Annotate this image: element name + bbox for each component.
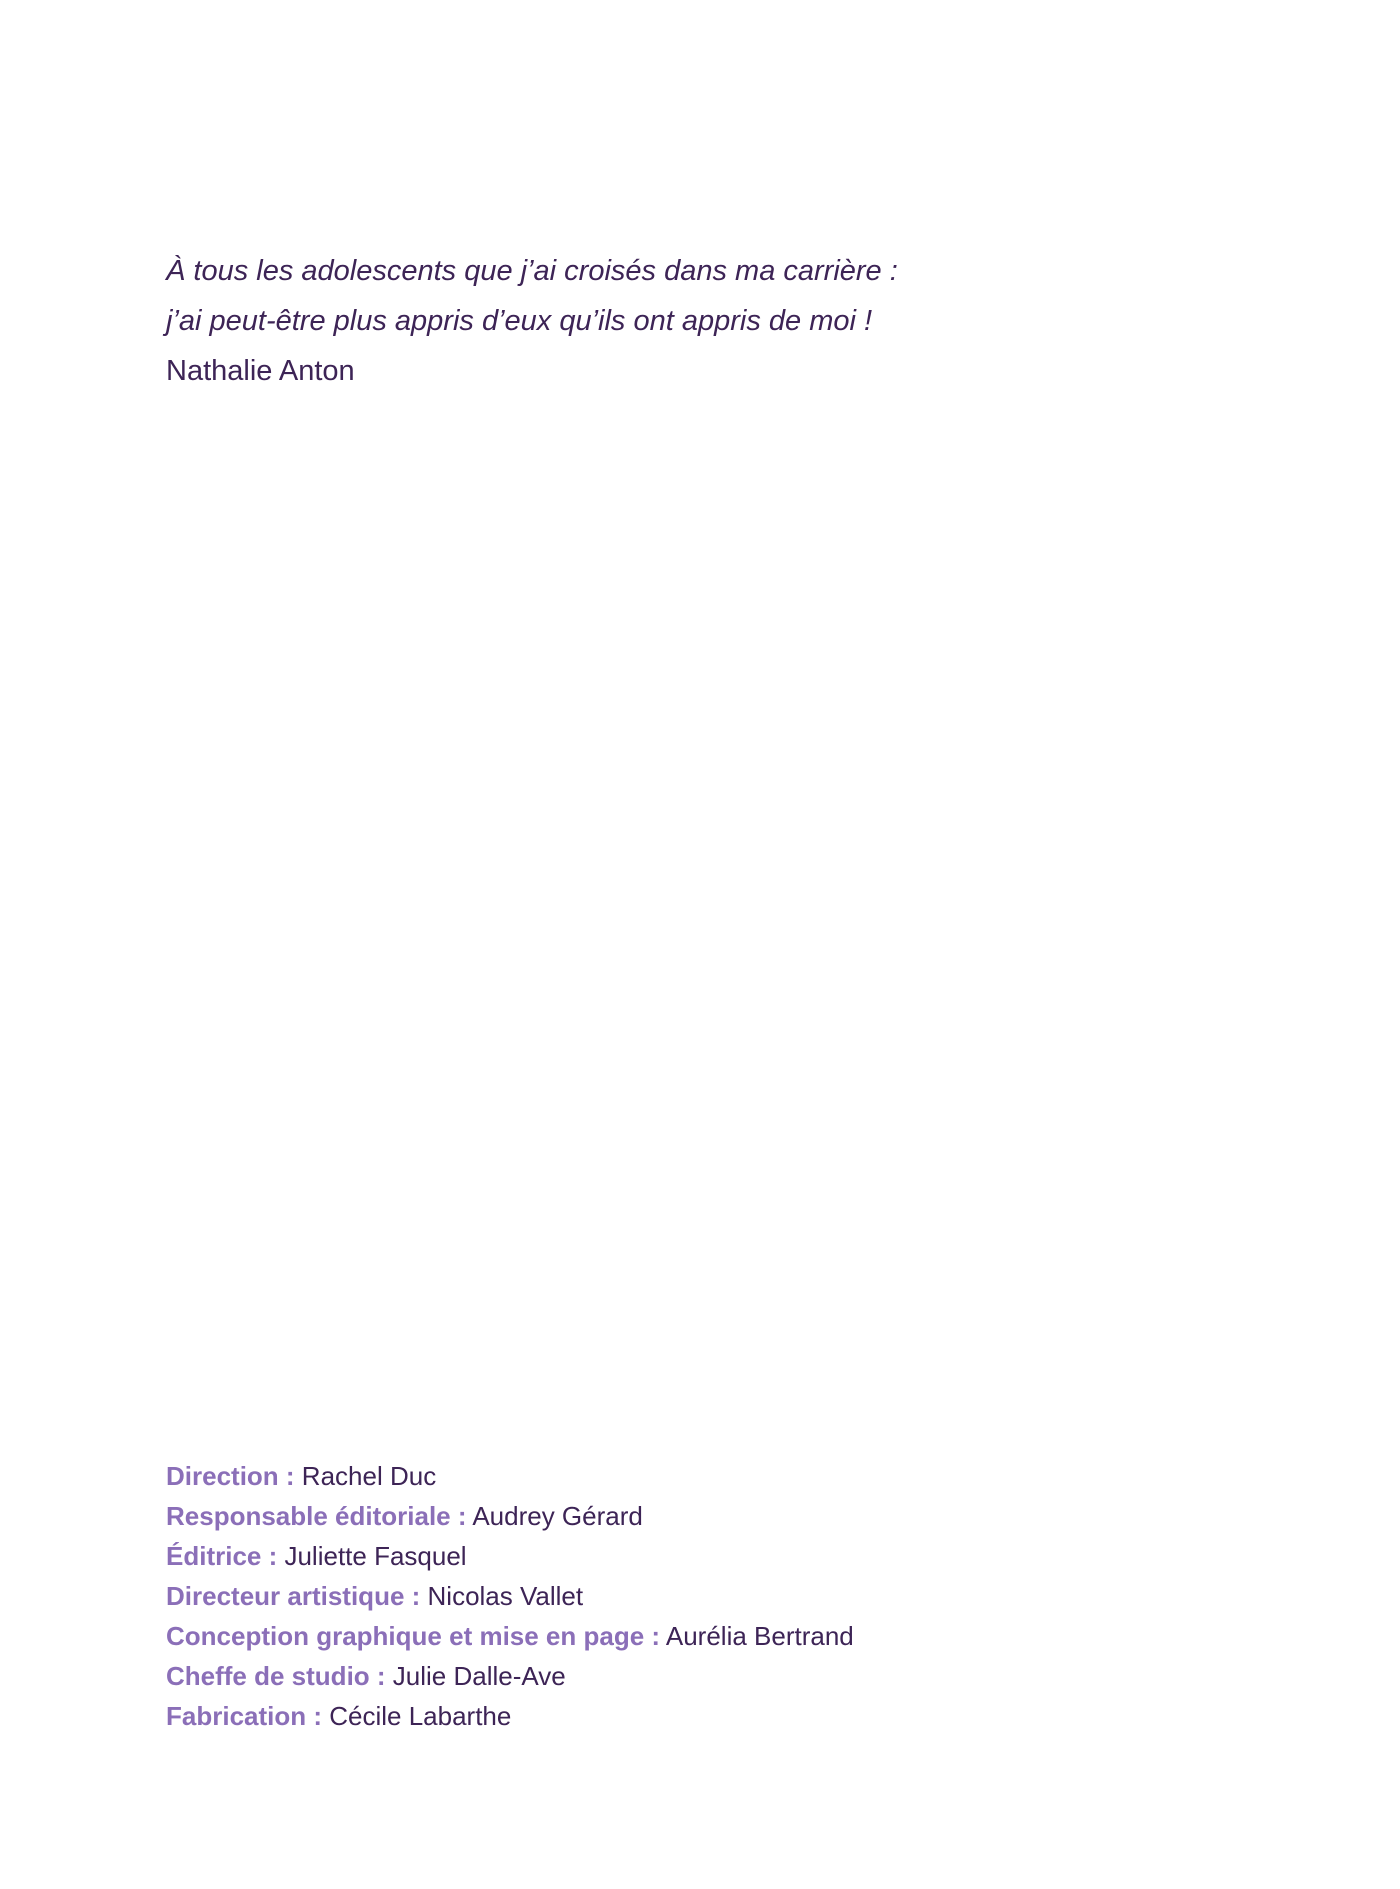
credit-label: Conception graphique et mise en page :: [166, 1621, 661, 1651]
dedication-line-2: j’ai peut-être plus appris d’eux qu’ils ont appris de moi !: [166, 305, 873, 337]
credit-row: [166, 1496, 1266, 1536]
credit-label: Fabrication :: [166, 1701, 323, 1731]
credit-label: Cheffe de studio :: [166, 1661, 386, 1691]
dedication-line-1: À tous les adolescents que j’ai croisés dans ma carrière :: [166, 255, 898, 287]
credit-name: Cécile Labarthe: [322, 1701, 512, 1731]
credit-row: [166, 1456, 1266, 1496]
credit-row: [166, 1616, 1266, 1656]
credit-name: Rachel Duc: [294, 1461, 437, 1491]
dedication-author: Nathalie Anton: [166, 355, 355, 387]
credit-label: Direction :: [166, 1461, 295, 1491]
credit-name: Nicolas Vallet: [420, 1581, 584, 1611]
credit-row: [166, 1696, 1266, 1736]
credits-list: [166, 1456, 1266, 1736]
credit-row: [166, 1536, 1266, 1576]
credit-label: Responsable éditoriale :: [166, 1501, 467, 1531]
credit-label: Éditrice :: [166, 1541, 278, 1571]
credit-row: [166, 1576, 1266, 1616]
credit-name: Juliette Fasquel: [277, 1541, 467, 1571]
dedication: [166, 246, 1166, 396]
credit-name: Julie Dalle-Ave: [385, 1661, 566, 1691]
credit-name: Aurélia Bertrand: [660, 1621, 854, 1651]
credit-label: Directeur artistique :: [166, 1581, 421, 1611]
credit-name: Audrey Gérard: [466, 1501, 643, 1531]
credit-row: [166, 1656, 1266, 1696]
